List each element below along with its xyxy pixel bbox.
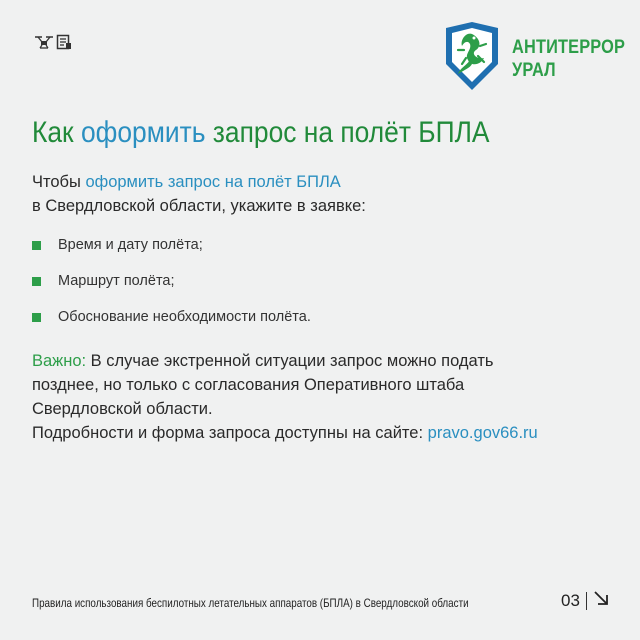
note-line-2: позднее, но только с согласования Оперативного штаба (32, 376, 465, 394)
list-item (32, 307, 311, 327)
title-accent: оформить (80, 116, 206, 149)
list-item-text: Маршрут полёта; (58, 273, 175, 289)
bullet-square-icon (32, 313, 41, 322)
drone-icon (34, 35, 54, 49)
logo-line-1: АНТИТЕРРОР (512, 36, 626, 58)
antiterror-ural-logo (440, 20, 640, 97)
page-indicator (561, 590, 609, 611)
requirements-list (32, 235, 311, 343)
list-item (32, 235, 311, 255)
note-line-4: Подробности и форма запроса доступны на сайте: (32, 424, 428, 442)
list-item-text: Время и дату полёта; (58, 237, 203, 253)
note-label: Важно: (32, 352, 87, 370)
title-suffix: запрос на полёт БПЛА (205, 116, 490, 149)
intro-text (32, 170, 366, 218)
logo-text (512, 36, 625, 82)
list-item-text: Обоснование необходимости полёта. (58, 309, 311, 325)
top-icons (34, 34, 72, 50)
arrow-down-right-icon[interactable] (593, 590, 609, 611)
title-prefix: Как (32, 116, 81, 149)
site-link[interactable]: pravo.gov66.ru (427, 424, 538, 442)
divider (586, 592, 587, 610)
logo-line-2: УРАЛ (512, 59, 556, 81)
page-number: 03 (561, 590, 580, 610)
list-item (32, 271, 311, 291)
note-line-1: В случае экстренной ситуации запрос можно подать (86, 352, 494, 370)
intro-line-2: в Свердловской области, укажите в заявке: (32, 197, 366, 215)
page-title (32, 116, 490, 150)
lizard-shield-icon (440, 20, 504, 97)
bullet-square-icon (32, 241, 41, 250)
intro-prefix: Чтобы (32, 173, 86, 191)
note-line-3: Свердловской области. (32, 400, 213, 418)
footer-caption: Правила использования беспилотных летательных аппаратов (БПЛА) в Свердловской области (32, 596, 469, 610)
intro-link: оформить запрос на полёт БПЛА (85, 173, 341, 191)
bullet-square-icon (32, 277, 41, 286)
important-note (32, 349, 538, 445)
document-icon (56, 34, 72, 50)
